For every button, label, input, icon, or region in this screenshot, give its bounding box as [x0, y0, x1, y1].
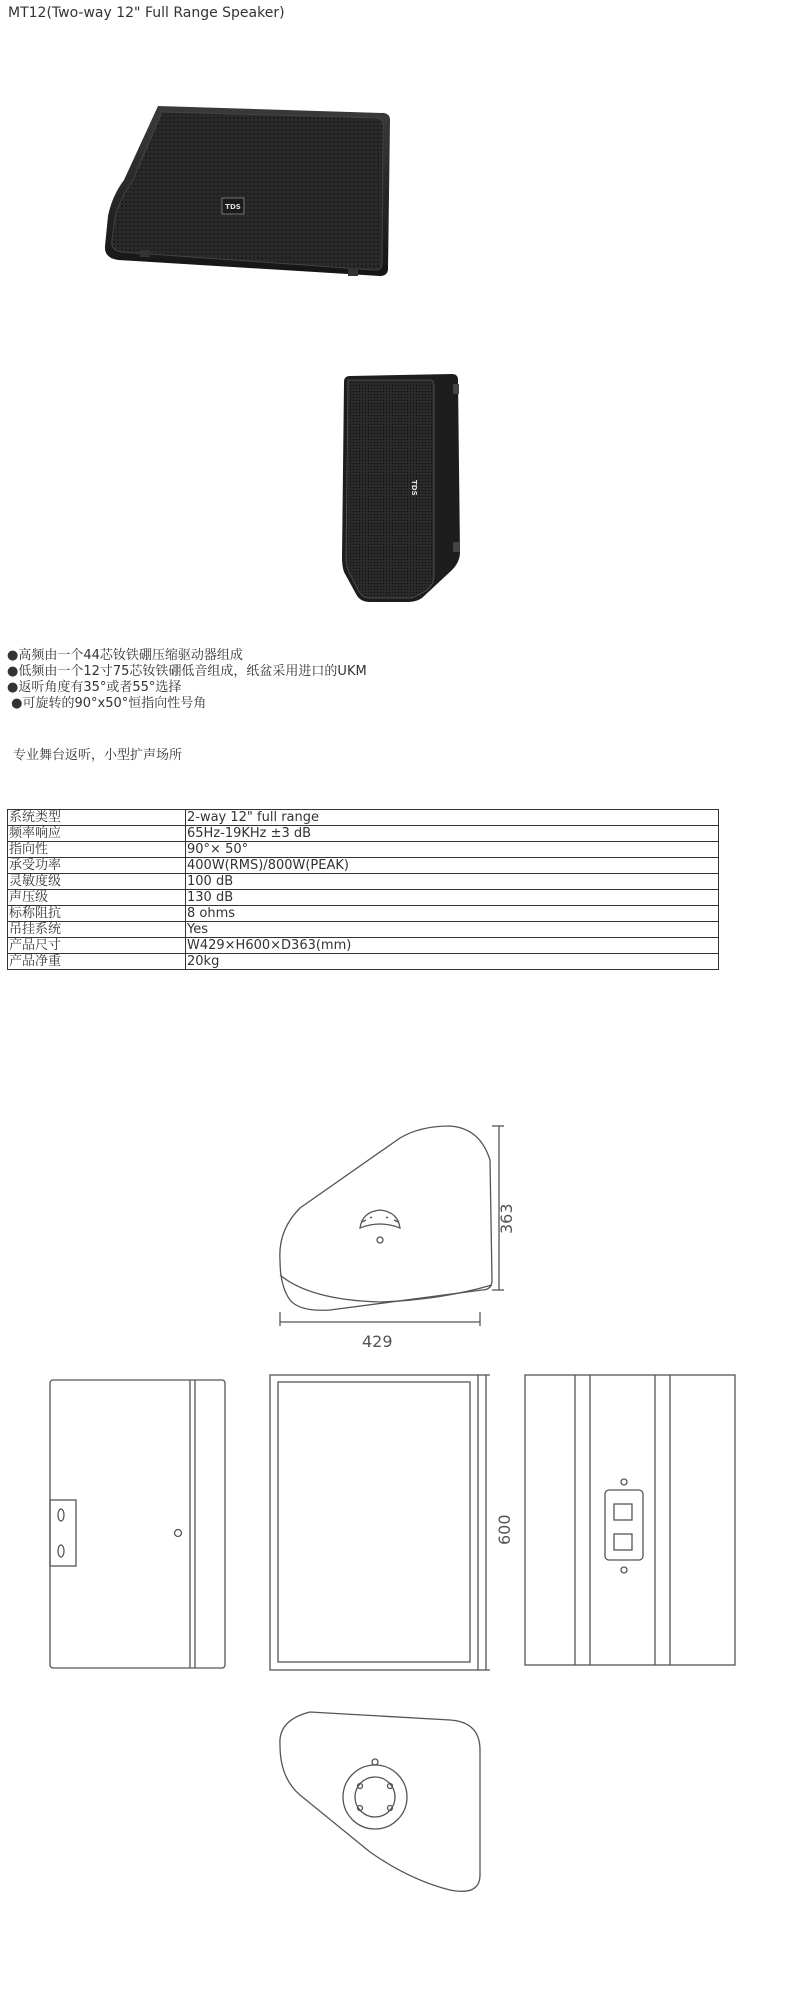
spec-value: 8 ohms [186, 906, 719, 922]
feature-item: ●可旋转的90°x50°恒指向性号角 [7, 696, 207, 711]
table-row [8, 842, 719, 858]
spec-value: 65Hz-19KHz ±3 dB [186, 826, 719, 842]
spec-value: 2-way 12" full range [186, 810, 719, 826]
spec-key: 承受功率 [8, 858, 186, 874]
feature-item: ●高频由一个44芯钕铁硼压缩驱动器组成 [7, 648, 243, 663]
side-profile-view [280, 1126, 504, 1326]
spec-value: 90°× 50° [186, 842, 719, 858]
spec-value: 400W(RMS)/800W(PEAK) [186, 858, 719, 874]
table-row [8, 922, 719, 938]
page-title: MT12(Two-way 12" Full Range Speaker) [8, 5, 285, 21]
feature-item: ●返听角度有35°或者55°选择 [7, 680, 182, 695]
spec-value: 130 dB [186, 890, 719, 906]
spec-key: 频率响应 [8, 826, 186, 842]
spec-key: 指向性 [8, 842, 186, 858]
feature-item: ●低频由一个12寸75芯钕铁硼低音组成，纸盆采用进口的UKM [7, 664, 367, 679]
tds-logo: TDS [225, 203, 241, 211]
table-row [8, 954, 719, 970]
table-row [8, 938, 719, 954]
spec-value: Yes [186, 922, 719, 938]
spec-key: 标称阻抗 [8, 906, 186, 922]
dimension-drawing [10, 1090, 780, 1930]
spec-table [7, 809, 719, 970]
table-row [8, 890, 719, 906]
spec-key: 产品尺寸 [8, 938, 186, 954]
bottom-view [280, 1712, 480, 1891]
width-dimension-label: 429 [362, 1332, 393, 1351]
speaker-photo-wedge [100, 100, 390, 285]
table-row [8, 906, 719, 922]
spec-key: 灵敏度级 [8, 874, 186, 890]
spec-value: 20kg [186, 954, 719, 970]
spec-key: 声压级 [8, 890, 186, 906]
table-row [8, 858, 719, 874]
spec-key: 产品净重 [8, 954, 186, 970]
left-side-view [50, 1380, 225, 1668]
depth-dimension-label: 363 [497, 1203, 516, 1234]
back-view [525, 1375, 735, 1665]
feature-list [7, 648, 367, 712]
spec-key: 系统类型 [8, 810, 186, 826]
table-row [8, 810, 719, 826]
speaker-photo-upright [340, 372, 470, 604]
spec-key: 吊挂系统 [8, 922, 186, 938]
table-row [8, 826, 719, 842]
tds-logo-vertical: TDS [410, 480, 418, 496]
front-view [270, 1375, 490, 1670]
spec-value: W429×H600×D363(mm) [186, 938, 719, 954]
table-row [8, 874, 719, 890]
application-text: 专业舞台返听，小型扩声场所 [13, 748, 183, 763]
spec-value: 100 dB [186, 874, 719, 890]
height-dimension-label: 600 [495, 1514, 514, 1545]
